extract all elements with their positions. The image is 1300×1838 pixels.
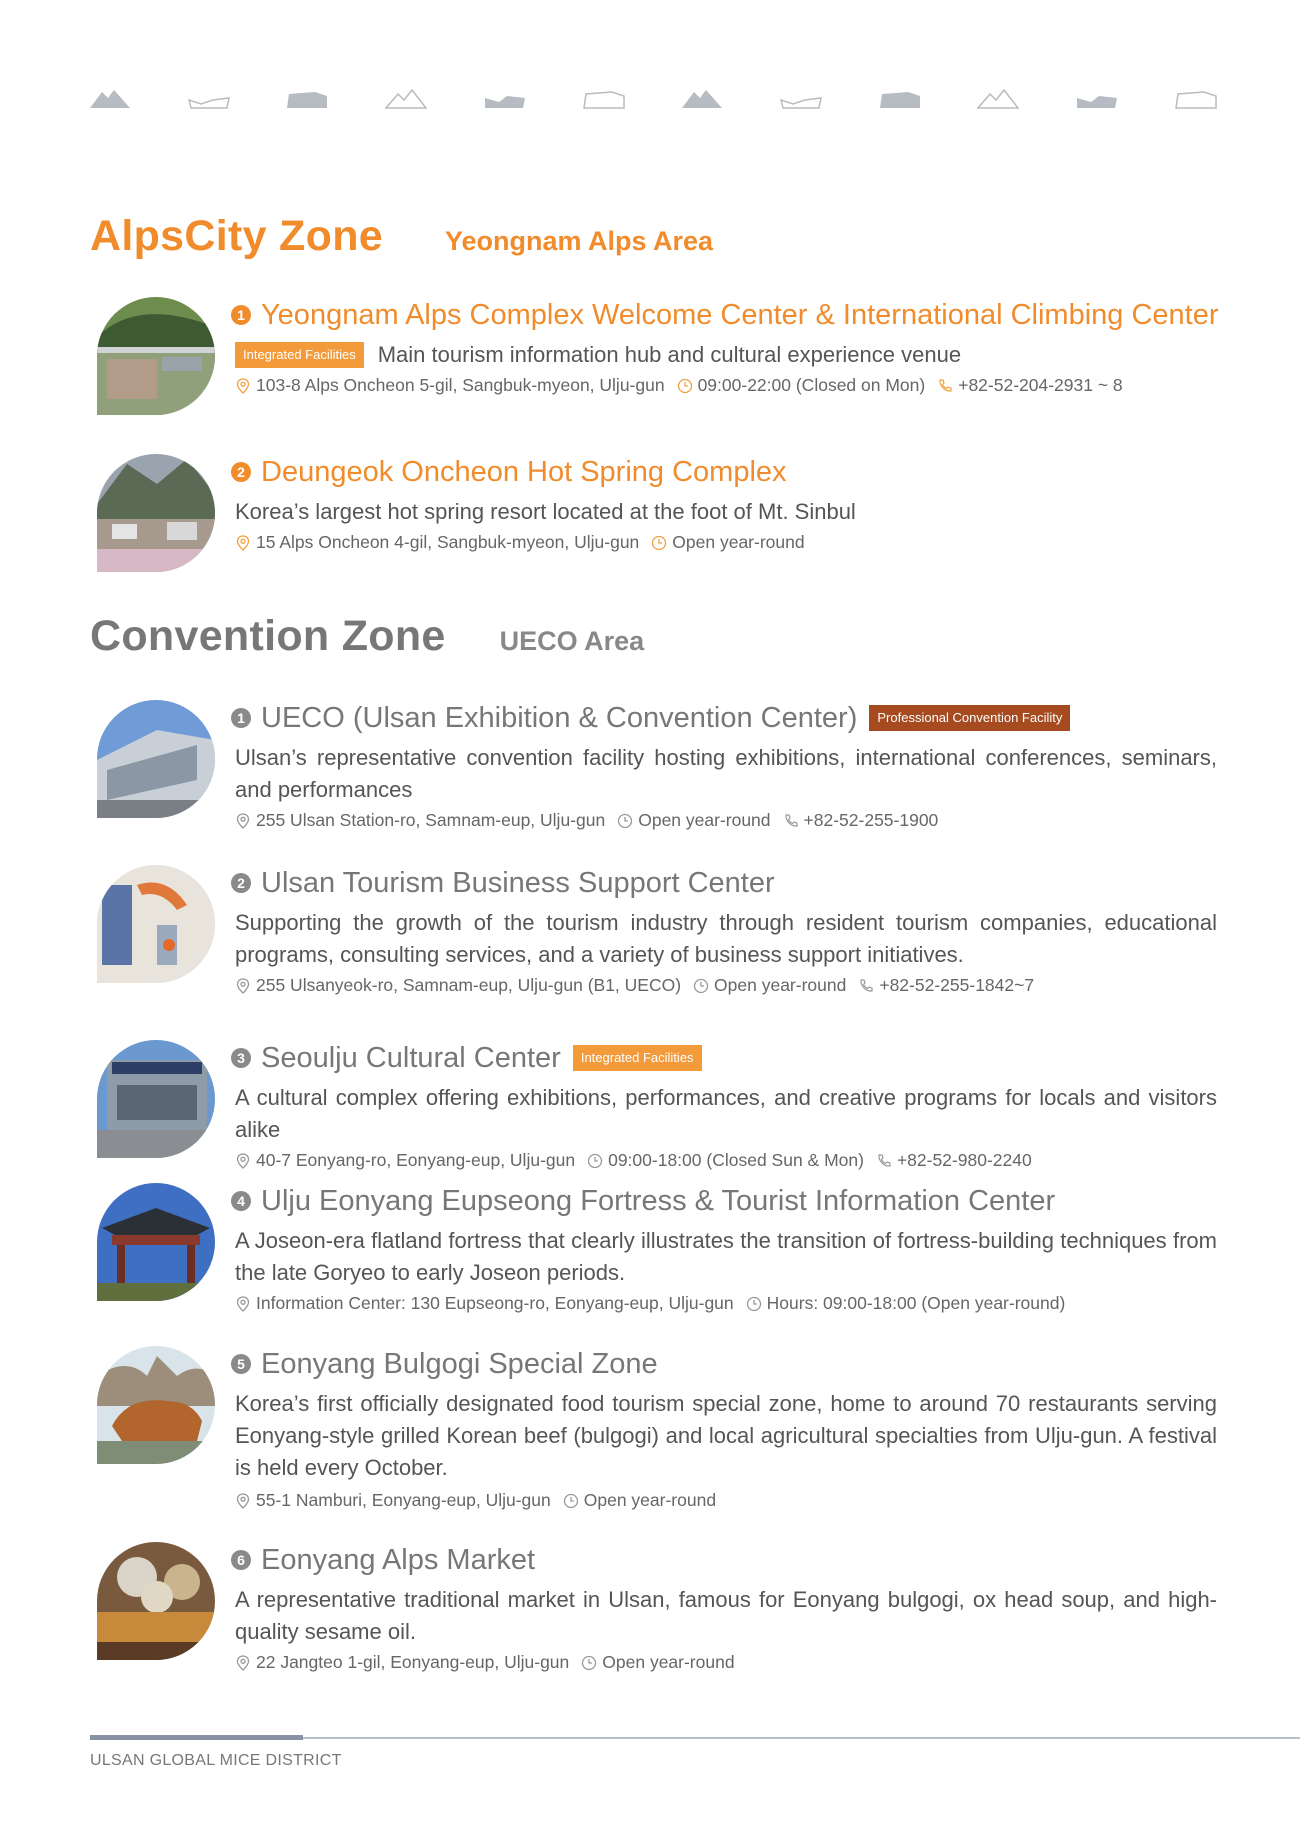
item-number-badge: 3 — [231, 1048, 251, 1068]
item-description: Korea’s first officially designated food tourism special zone, home to around 70 restaurants serving Eonyang-style grilled Korean beef (bulgogi) and local agricultural specialties from Ulju-gun. A festival is held every October. — [235, 1391, 1217, 1480]
mountain-outline-icon — [384, 86, 428, 110]
photo-thumbnail — [97, 700, 215, 818]
item-description: Main tourism information hub and cultural experience venue — [377, 342, 962, 367]
location-pin-icon — [235, 378, 251, 394]
mountain-filled-icon — [483, 86, 527, 110]
mountain-icon-row — [88, 86, 1218, 116]
item-hours: Open year-round — [672, 532, 805, 552]
facility-badge: Integrated Facilities — [235, 342, 364, 368]
mountain-outline-icon — [779, 86, 823, 110]
photo-thumbnail — [97, 1542, 215, 1660]
item-hours: 09:00-18:00 (Closed Sun & Mon) — [608, 1150, 864, 1170]
mountain-outline-icon — [976, 86, 1020, 110]
clock-icon — [563, 1493, 579, 1509]
convention-zone-title: Convention Zone — [90, 612, 446, 660]
item-number-badge: 6 — [231, 1550, 251, 1570]
item-title: Ulsan Tourism Business Support Center — [261, 866, 775, 899]
item-address: Information Center: 130 Eupseong-ro, Eonyang-eup, Ulju-gun — [256, 1293, 734, 1313]
item-address: 55-1 Namburi, Eonyang-eup, Ulju-gun — [256, 1490, 551, 1510]
item-hours: 09:00-22:00 (Closed on Mon) — [697, 375, 926, 395]
item-number-badge: 1 — [231, 708, 251, 728]
item-title: Yeongnam Alps Complex Welcome Center & International Climbing Center — [261, 298, 1219, 331]
item-address: 255 Ulsan Station-ro, Samnam-eup, Ulju-gun — [256, 810, 606, 830]
item-address: 15 Alps Oncheon 4-gil, Sangbuk-myeon, Ulju-gun — [256, 532, 640, 552]
location-pin-icon — [235, 1655, 251, 1671]
item-phone: +82-52-255-1842~7 — [879, 975, 1035, 995]
item-info — [235, 1490, 1217, 1511]
photo-thumbnail — [97, 297, 215, 415]
item-phone: +82-52-255-1900 — [803, 810, 939, 830]
item-number-badge: 5 — [231, 1354, 251, 1374]
item-phone: +82-52-980-2240 — [896, 1150, 1032, 1170]
mountain-outline-icon — [582, 86, 626, 110]
facility-badge: Professional Convention Facility — [869, 705, 1070, 731]
mountain-filled-icon — [285, 86, 329, 110]
mountain-filled-icon — [680, 86, 724, 110]
item-hours: Hours: 09:00-18:00 (Open year-round) — [766, 1293, 1066, 1313]
item-description: A Joseon-era flatland fortress that clearly illustrates the transition of fortress-building techniques from the late Goryeo to early Joseon periods. — [235, 1228, 1217, 1285]
mountain-outline-icon — [1174, 86, 1218, 110]
phone-icon — [876, 1153, 892, 1169]
item-info — [235, 1293, 1217, 1314]
location-pin-icon — [235, 1153, 251, 1169]
mountain-filled-icon — [878, 86, 922, 110]
item-number-badge: 4 — [231, 1191, 251, 1211]
clock-icon — [617, 813, 633, 829]
clock-icon — [581, 1655, 597, 1671]
item-number-badge: 1 — [231, 305, 251, 325]
location-pin-icon — [235, 535, 251, 551]
clock-icon — [693, 978, 709, 994]
photo-thumbnail — [97, 865, 215, 983]
clock-icon — [746, 1296, 762, 1312]
item-description: A cultural complex offering exhibitions, performances, and creative programs for locals and visitors alike — [235, 1085, 1217, 1142]
item-address: 40-7 Eonyang-ro, Eonyang-eup, Ulju-gun — [256, 1150, 576, 1170]
item-title: Deungeok Oncheon Hot Spring Complex — [261, 455, 787, 488]
item-title: Seoulju Cultural Center — [261, 1041, 561, 1074]
item-hours: Open year-round — [714, 975, 847, 995]
item-hours: Open year-round — [638, 810, 771, 830]
footer-divider-accent — [90, 1735, 303, 1740]
photo-thumbnail — [97, 1040, 215, 1158]
phone-icon — [858, 978, 874, 994]
clock-icon — [587, 1153, 603, 1169]
item-description: A representative traditional market in Ulsan, famous for Eonyang bulgogi, ox head soup, and high-quality sesame oil. — [235, 1587, 1217, 1644]
item-title: Eonyang Bulgogi Special Zone — [261, 1347, 658, 1380]
location-pin-icon — [235, 813, 251, 829]
mountain-filled-icon — [1075, 86, 1119, 110]
location-pin-icon — [235, 1296, 251, 1312]
mountain-filled-icon — [88, 86, 132, 110]
phone-icon — [937, 378, 953, 394]
item-title: Ulju Eonyang Eupseong Fortress & Tourist Information Center — [261, 1184, 1056, 1217]
item-info — [235, 810, 1217, 831]
alps-zone-title: AlpsCity Zone — [90, 212, 383, 260]
item-title: Eonyang Alps Market — [261, 1543, 536, 1576]
mountain-outline-icon — [187, 86, 231, 110]
item-info — [235, 532, 1217, 553]
photo-thumbnail — [97, 1346, 215, 1464]
item-title: UECO (Ulsan Exhibition & Convention Center) — [261, 701, 858, 734]
alps-zone-header — [90, 212, 713, 261]
item-description: Supporting the growth of the tourism industry through resident tourism companies, educational programs, consulting services, and a variety of business support initiatives. — [235, 910, 1217, 967]
item-number-badge: 2 — [231, 462, 251, 482]
convention-zone-header — [90, 612, 644, 661]
photo-thumbnail — [97, 454, 215, 572]
phone-icon — [783, 813, 799, 829]
item-hours: Open year-round — [602, 1652, 735, 1672]
convention-zone-area: UECO Area — [499, 626, 645, 656]
item-address: 255 Ulsanyeok-ro, Samnam-eup, Ulju-gun (B1, UECO) — [256, 975, 682, 995]
photo-thumbnail — [97, 1183, 215, 1301]
item-info — [235, 1150, 1217, 1171]
item-info — [235, 375, 1217, 396]
item-description: Korea’s largest hot spring resort located at the foot of Mt. Sinbul — [235, 499, 856, 524]
item-address: 103-8 Alps Oncheon 5-gil, Sangbuk-myeon, Ulju-gun — [256, 375, 665, 395]
item-address: 22 Jangteo 1-gil, Eonyang-eup, Ulju-gun — [256, 1652, 570, 1672]
alps-zone-area: Yeongnam Alps Area — [444, 226, 714, 256]
item-description: Ulsan’s representative convention facility hosting exhibitions, international conferences, seminars, and performances — [235, 745, 1217, 802]
item-hours: Open year-round — [583, 1490, 717, 1510]
item-number-badge: 2 — [231, 873, 251, 893]
item-phone: +82-52-204-2931 ~ 8 — [958, 375, 1123, 395]
footer-title: ULSAN GLOBAL MICE DISTRICT — [90, 1752, 342, 1769]
clock-icon — [651, 535, 667, 551]
facility-badge: Integrated Facilities — [573, 1045, 702, 1071]
clock-icon — [677, 378, 693, 394]
location-pin-icon — [235, 978, 251, 994]
location-pin-icon — [235, 1493, 251, 1509]
item-info — [235, 1652, 1217, 1673]
item-info — [235, 975, 1217, 996]
